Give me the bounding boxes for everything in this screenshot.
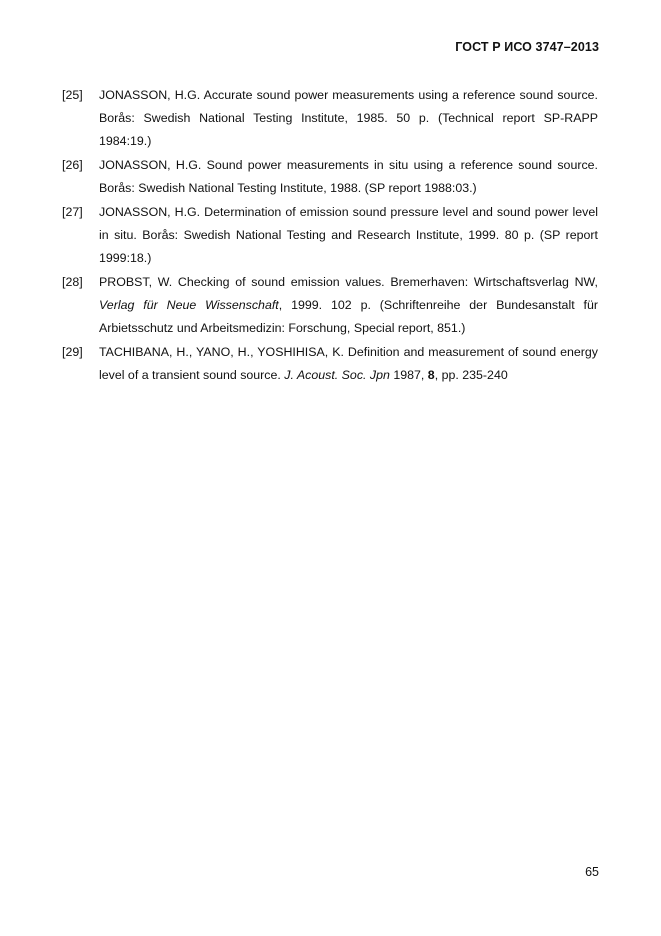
reference-item <box>62 154 598 200</box>
document-header: ГОСТ Р ИСО 3747–2013 <box>455 40 599 54</box>
reference-item <box>62 341 598 387</box>
text-segment: JONASSON, H.G. Determination of emission sound pressure level and sound power level in situ. Borås: Swedish National Testing and Research Institute, 1999. 80 p. (SP report 1999:18.) <box>99 205 598 265</box>
reference-number: [28] <box>62 275 83 289</box>
bold-segment: 8 <box>427 368 435 382</box>
reference-text <box>99 158 598 195</box>
page-number: 65 <box>585 865 599 879</box>
reference-text <box>99 205 598 265</box>
reference-item <box>62 201 598 270</box>
text-segment: TACHIBANA, H., YANO, H., YOSHIHISA, K. Definition and measurement of sound energy level of a transient sound source. <box>99 345 598 382</box>
text-segment: JONASSON, H.G. Sound power measurements in situ using a reference sound source. Borås: Swedish National Testing Institute, 1988. (SP report 1988:03.) <box>99 158 598 195</box>
reference-text <box>99 275 598 335</box>
reference-number: [25] <box>62 88 83 102</box>
text-segment: , 1999. 102 p. (Schriftenreihe der Bundesanstalt für Arbietsschutz und Arbeitsmedizin: Forschung, Special report, 851.) <box>99 298 598 335</box>
text-segment: PROBST, W. Checking of sound emission values. Bremerhaven: Wirtschaftsverlag NW, <box>99 275 598 289</box>
reference-number: [27] <box>62 205 83 219</box>
reference-text <box>99 88 598 148</box>
reference-item <box>62 84 598 153</box>
reference-number: [29] <box>62 345 83 359</box>
reference-item <box>62 271 598 340</box>
italic-segment: Verlag für Neue Wissenschaft <box>99 298 279 312</box>
text-segment: 1987, <box>389 368 428 382</box>
reference-text <box>99 345 598 382</box>
text-segment: JONASSON, H.G. Accurate sound power measurements using a reference sound source. Borås: Swedish National Testing Institute, 1985. 50 p. (Technical report SP-RAPP 1984:19.) <box>99 88 598 148</box>
text-segment: , pp. 235-240 <box>434 368 508 382</box>
reference-number: [26] <box>62 158 83 172</box>
italic-segment: J. Acoust. Soc. Jpn <box>284 368 390 382</box>
bibliography-list <box>62 84 598 388</box>
